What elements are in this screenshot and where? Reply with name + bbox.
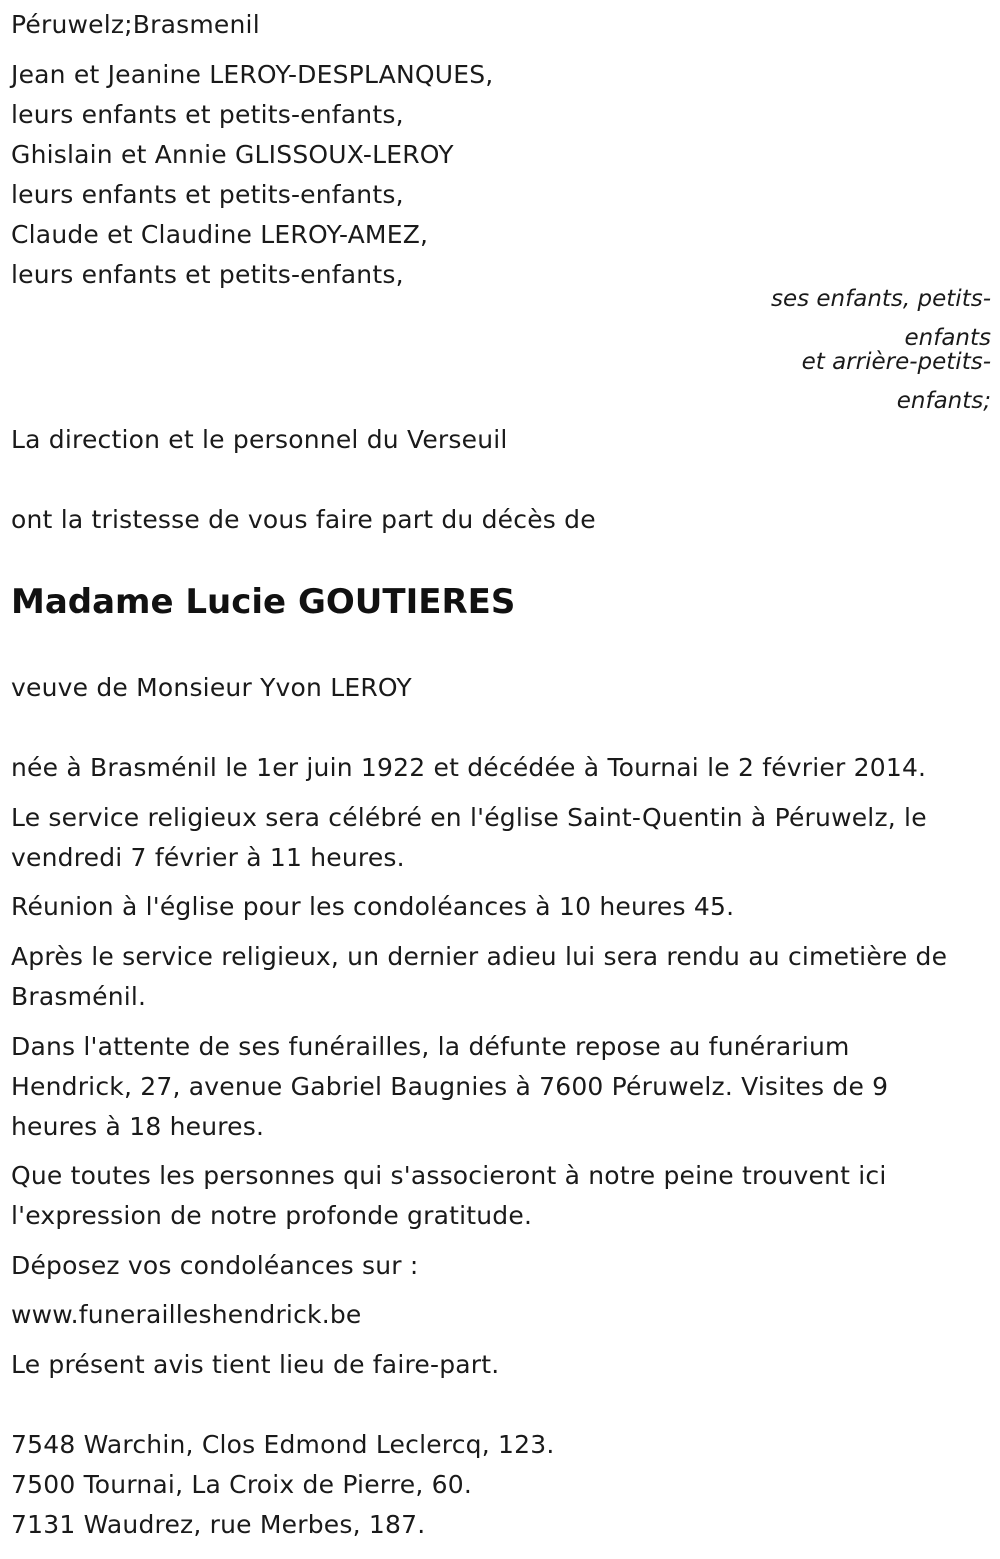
- thanks-line: l'expression de notre profonde gratitude.: [11, 1201, 533, 1230]
- descendants-line: enfants: [904, 325, 991, 351]
- thanks-line: Que toutes les personnes qui s'associeront à notre peine trouvent ici: [11, 1161, 887, 1190]
- adieu-line: Après le service religieux, un dernier adieu lui sera rendu au cimetière de: [11, 942, 948, 971]
- repose-line: heures à 18 heures.: [11, 1112, 265, 1141]
- reunion-line: Réunion à l'église pour les condoléances à 10 heures 45.: [11, 892, 735, 921]
- service-line: vendredi 7 février à 11 heures.: [11, 843, 405, 872]
- family-line: leurs enfants et petits-enfants,: [11, 100, 404, 129]
- location-header: Péruwelz;Brasmenil: [11, 10, 260, 39]
- family-line: Claude et Claudine LEROY-AMEZ,: [11, 220, 429, 249]
- adieu-line: Brasménil.: [11, 982, 147, 1011]
- address-line: 7500 Tournai, La Croix de Pierre, 60.: [11, 1470, 472, 1499]
- notice-line: Le présent avis tient lieu de faire-part.: [11, 1350, 500, 1379]
- birth-death-line: née à Brasménil le 1er juin 1922 et décédée à Tournai le 2 février 2014.: [11, 753, 927, 782]
- condolences-website-link[interactable]: www.funeraillеshendrick.be: [11, 1300, 362, 1329]
- announcement-line: ont la tristesse de vous faire part du décès de: [11, 505, 596, 534]
- family-line: Jean et Jeanine LEROY-DESPLANQUES,: [11, 60, 494, 89]
- family-line: Ghislain et Annie GLISSOUX-LEROY: [11, 140, 454, 169]
- repose-line: Hendrick, 27, avenue Gabriel Baugnies à 7600 Péruwelz. Visites de 9: [11, 1072, 889, 1101]
- descendants-line: ses enfants, petits-: [770, 286, 991, 312]
- service-line: Le service religieux sera célébré en l'église Saint-Quentin à Péruwelz, le: [11, 803, 927, 832]
- condolences-label: Déposez vos condoléances sur :: [11, 1251, 419, 1280]
- descendants-line: enfants;: [896, 388, 991, 414]
- deceased-name: Madame Lucie GOUTIERES: [11, 582, 516, 622]
- address-line: 7131 Waudrez, rue Merbes, 187.: [11, 1510, 426, 1539]
- repose-line: Dans l'attente de ses funérailles, la défunte repose au funérarium: [11, 1032, 850, 1061]
- organization-line: La direction et le personnel du Verseuil: [11, 425, 508, 454]
- spouse-line: veuve de Monsieur Yvon LEROY: [11, 673, 412, 702]
- family-line: leurs enfants et petits-enfants,: [11, 260, 404, 289]
- family-line: leurs enfants et petits-enfants,: [11, 180, 404, 209]
- descendants-line: et arrière-petits-: [801, 349, 991, 375]
- address-line: 7548 Warchin, Clos Edmond Leclercq, 123.: [11, 1430, 555, 1459]
